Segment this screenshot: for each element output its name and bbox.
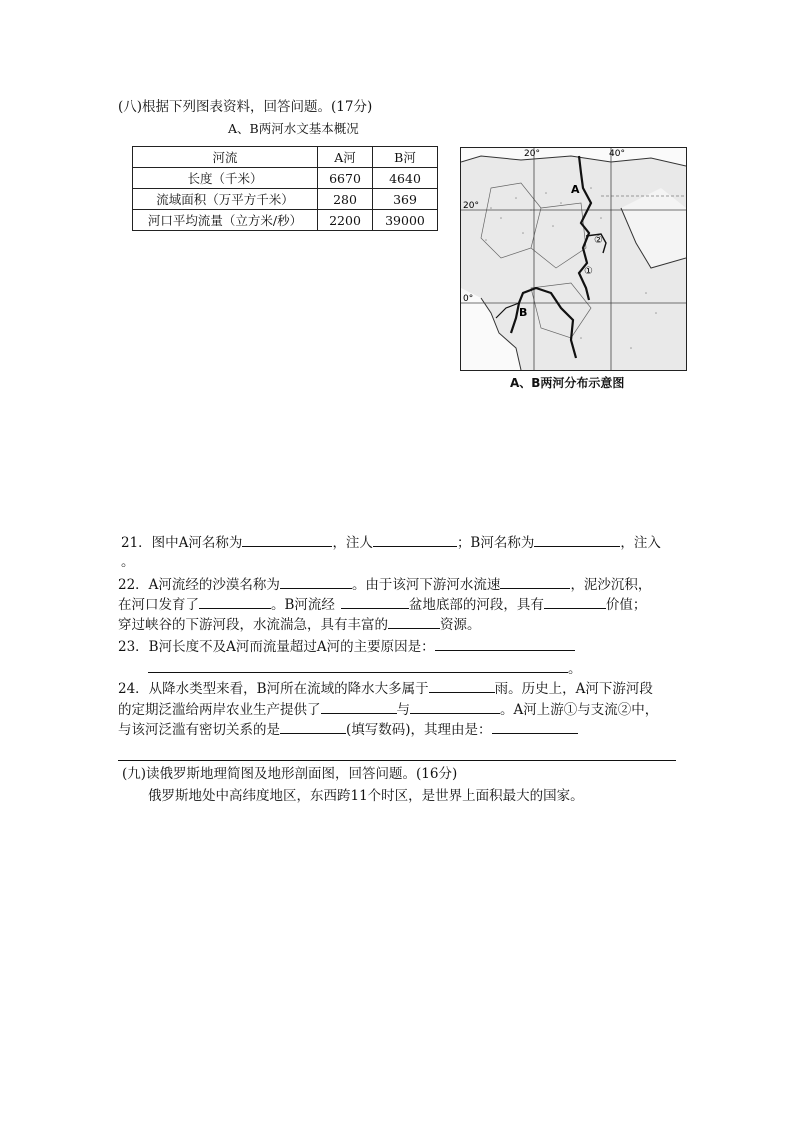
table-cell: 369 [373, 189, 438, 210]
q24-text: 与该河泛滥有密切关系的是 [118, 722, 280, 738]
q21-blank-3[interactable] [534, 532, 620, 547]
question-24-line2 [118, 699, 658, 720]
section-divider [118, 760, 676, 761]
q21-text: ，注人 [332, 535, 373, 551]
hydrology-table [132, 146, 438, 231]
question-24-line1 [118, 678, 653, 699]
q22-blank-5[interactable] [544, 594, 606, 609]
table-cell: 流域面积（万平方千米） [133, 189, 318, 210]
table-header-cell: 河流 [133, 147, 318, 168]
map-caption: A、B两河分布示意图 [510, 376, 625, 390]
question-23 [118, 636, 575, 657]
table-header-cell: A河 [318, 147, 373, 168]
table-row [133, 210, 438, 231]
q21-text: ；B河名称为 [456, 535, 535, 551]
q22-blank-4[interactable] [341, 594, 409, 609]
question-22-line2 [118, 594, 646, 615]
table-cell: 长度（千米） [133, 168, 318, 189]
q22-text: 资源。 [440, 617, 481, 633]
q23-blank-2[interactable] [148, 658, 568, 673]
q21-end: 。 [121, 554, 135, 570]
table-cell: 4640 [373, 168, 438, 189]
q24-text: 24．从降水类型来看，B河所在流域的降水大多属于 [118, 681, 429, 697]
question-23-line2 [148, 658, 582, 679]
q21-blank-2[interactable] [373, 532, 457, 547]
q21-text: 21．图中A河名称为 [121, 535, 243, 551]
lat-label: 0° [463, 294, 474, 304]
table-row [133, 168, 438, 189]
river-a-label: A [571, 183, 580, 196]
q24-text: (填写数码)，其理由是： [346, 722, 492, 738]
q24-text: 雨。历史上，A河下游河段 [494, 681, 653, 697]
table-title: A、B两河水文基本概况 [228, 121, 359, 136]
q22-text: 22．A河流经的沙漠名称为 [118, 577, 280, 593]
q22-blank-3[interactable] [199, 594, 271, 609]
section9-intro: 俄罗斯地处中高纬度地区，东西跨11个时区，是世界上面积最大的国家。 [148, 788, 584, 804]
q21-text: ，注入 [620, 535, 661, 551]
q22-text: ，泥沙沉积， [570, 577, 652, 593]
lat-label: 20° [463, 201, 479, 211]
marker-2: ② [594, 235, 603, 246]
section8-heading: (八)根据下列图表资料，回答问题。(17分) [118, 99, 373, 115]
q24-blank-1[interactable] [429, 678, 495, 693]
question-22-line3 [118, 614, 481, 635]
section9-heading: (九)读俄罗斯地理简图及地形剖面图，回答问题。(16分) [122, 766, 458, 782]
q22-text: 。B河流经 [271, 597, 335, 613]
table-cell: 河口平均流量（立方米/秒） [133, 210, 318, 231]
lon-label: 40° [609, 149, 625, 159]
marker-1: ① [584, 266, 593, 277]
table-header-cell: B河 [373, 147, 438, 168]
q24-blank-3[interactable] [410, 699, 500, 714]
q24-blank-5[interactable] [492, 719, 578, 734]
q24-blank-4[interactable] [280, 719, 346, 734]
question-24-line3 [118, 719, 578, 740]
q22-text: 盆地底部的河段，具有 [408, 597, 544, 613]
q24-text: 。A河上游①与支流②中， [500, 702, 659, 718]
q24-text: 的定期泛滥给两岸农业生产提供了 [118, 702, 321, 718]
table-row [133, 189, 438, 210]
table-cell: 39000 [373, 210, 438, 231]
q23-text: 。 [568, 661, 582, 677]
q24-blank-2[interactable] [321, 699, 397, 714]
q22-text: 。由于该河下游河水流速 [351, 577, 501, 593]
q24-text: 与 [396, 702, 410, 718]
table-cell: 280 [318, 189, 373, 210]
table-cell: 2200 [318, 210, 373, 231]
question-21 [121, 532, 661, 553]
question-22-line1 [118, 574, 651, 595]
q22-text: 在河口发育了 [118, 597, 199, 613]
q22-text: 价值； [605, 597, 647, 613]
q22-blank-2[interactable] [500, 574, 570, 589]
q22-text: 穿过峡谷的下游河段，水流湍急，具有丰富的 [118, 617, 388, 633]
q21-blank-1[interactable] [242, 532, 332, 547]
q22-blank-6[interactable] [388, 614, 440, 629]
rivers-map [460, 147, 687, 371]
lon-label: 20° [524, 149, 540, 159]
table-cell: 6670 [318, 168, 373, 189]
q23-blank-1[interactable] [435, 636, 575, 651]
table-header-row [133, 147, 438, 168]
q23-text: 23．B河长度不及A河而流量超过A河的主要原因是： [118, 639, 435, 655]
q22-blank-1[interactable] [280, 574, 352, 589]
river-b-label: B [519, 306, 528, 319]
